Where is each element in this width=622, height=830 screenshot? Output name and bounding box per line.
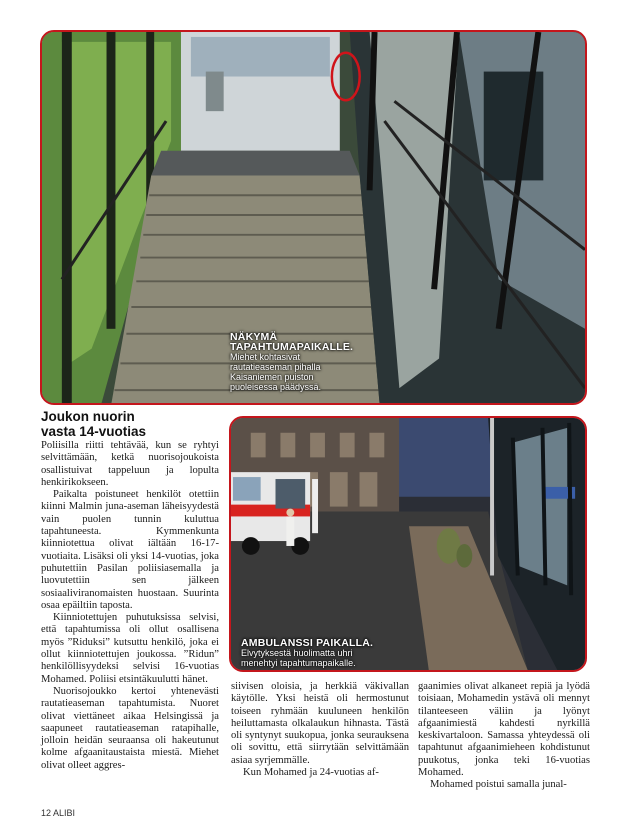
photo-caption-ambulance [241,638,441,668]
article-column-1 [41,440,219,772]
article-column-3 [418,681,590,792]
paragraph: Kun Mohamed ja 24-vuotias af- [243,767,379,779]
paragraph: Kiinniotettujen puhutuksissa selvisi, että tapahtumissa oli ollut osallisena myös ”Riduksi” kutsuttu henkilö, joka ei ollut kiinniotettujen joukossa. ”Ridun” henkilöllisyydeksi selvisi 16-vuotias Mohamed. Poliisi etsintäkuulutti hänet. [41,612,219,685]
caption-body: Miehet kohtasivat rautatieaseman pihalla Kaisaniemen puiston puoleisessa päädyssä. [230,352,322,392]
photo-caption-stairway [230,332,380,392]
caption-title: AMBULANSSI PAIKALLA. [241,637,374,649]
paragraph: Poliisilla riitti tehtävää, kun se ryhtyi selvittämään, ketkä nuorisojoukoista osallistuivat tappeluun ja lopulta henkirikokseen. [41,440,219,488]
caption-body: Elvytyksestä huolimatta uhri menehtyi tapahtumapaikalle. [241,648,356,668]
paragraph: gaanimies olivat alkaneet repiä ja lyödä toisiaan, Mohamedin ystävä oli mennyt tilanteeseen väliin ja lyönyt afgaanimiestä kahdesti nyrkillä keskivartaloon. Samassa yhteydessä oli tapahtunut afgaanimieheen kohdistunut puukotus, jonka teki 16-vuotias Mohamed. [418,681,590,779]
paragraph: Mohamed poistui samalla junal- [430,779,567,791]
article-headline: Joukon nuorin vasta 14-vuotias [41,409,147,439]
caption-title: NÄKYMÄ TAPAHTUMAPAIKALLE. [230,331,354,353]
photo-ambulance [229,416,587,672]
paragraph: Paikalta poistuneet henkilöt otettiin kiinni Malmin juna-aseman läheisyydestä vain puolen tunnin kuluttua tapahtuneesta. Kymmenkunta kiinniotettua olivat iältään 16-17-vuotiaita. Lisäksi oli yksi 14-vuotias, joka puhutettiin Pasilan poliisiasemalla ja luovutettiin sen jälkeen sosiaaliviranomaisten huostaan. Suurinta osaa epäiltiin taposta. [41,489,220,611]
paragraph: siivisen oloisia, ja herkkiä väkivallan käytölle. Yksi heistä oli hermostunut toiseen ryhmään kuuluneen henkilön heiluttamasta olkalaukun hihnasta. Tästä oli syntynyt suukopua, jonka seurauksena oli sovittu, että siirrytään selvittämään asiaa syrjemmälle. [231,681,409,766]
article-column-2 [231,681,409,779]
paragraph: Nuorisojoukko kertoi yhtenevästi rautatieaseman tapahtumista. Nuoret olivat viettäneet aikaa Helsingissä ja saapuneet rautatieaseman ratapihalle, jolloin heidän seuraansa oli hakeutunut kolme afgaanitaustaista miestä. Miehet olivat olleet aggres- [41,685,219,771]
page-number-footer: 12 ALIBI [41,808,76,818]
photo-stairway [40,30,587,405]
